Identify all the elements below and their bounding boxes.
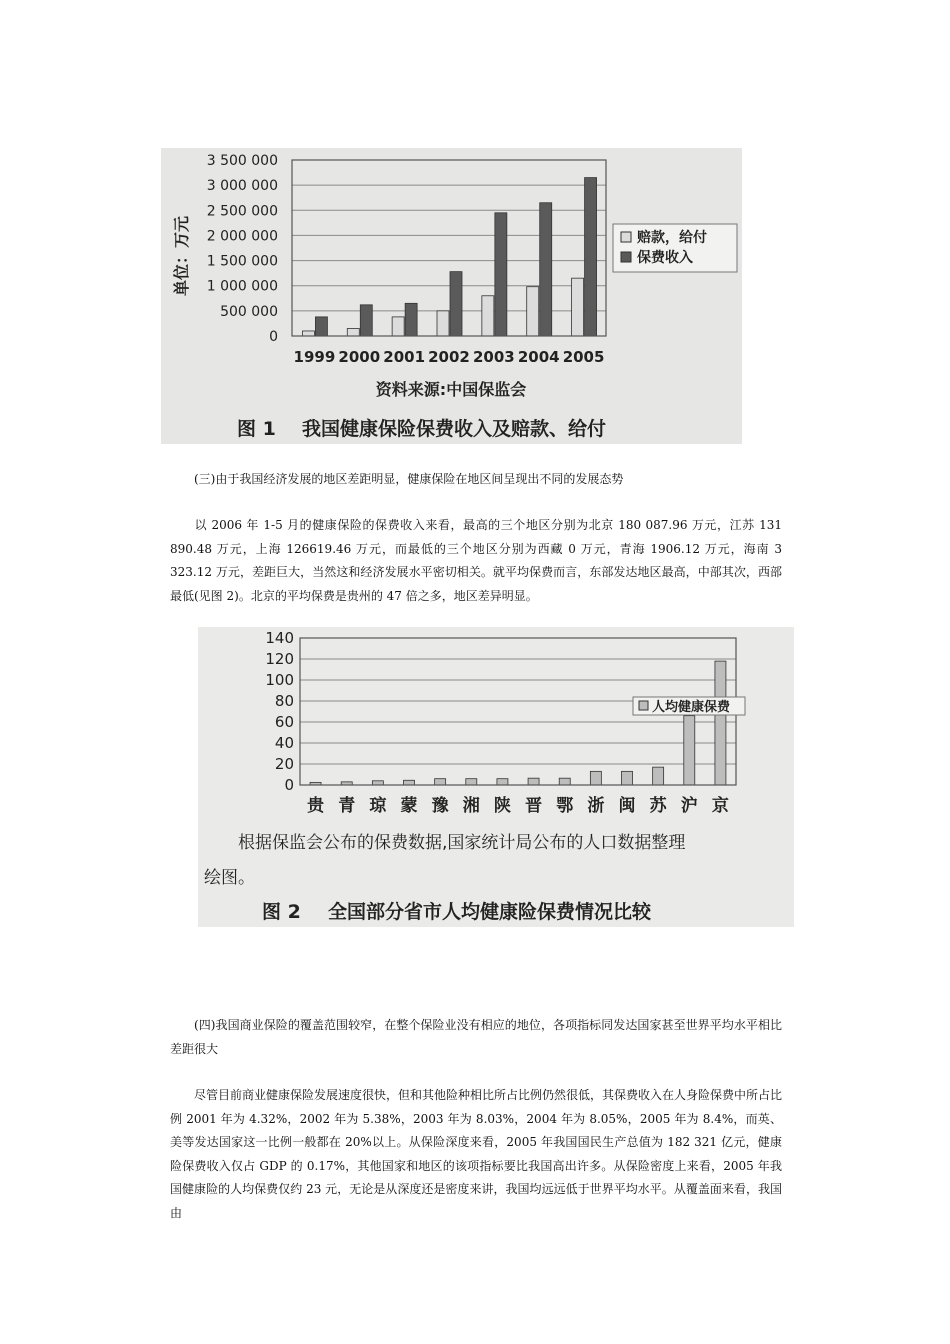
chart-1-ytick-label: 1 500 000 [206,253,278,270]
chart-1-bar-claims [572,278,584,336]
chart-1-legend [613,224,737,272]
chart-2-xtick-label: 蒙 [400,796,418,816]
figure-1 [161,148,742,444]
chart-1-bar-premium [450,272,462,336]
chart-2-xtick-label: 豫 [431,796,449,816]
chart-1-xtick-label: 2000 [338,348,381,366]
chart-1-ytick-label: 3 500 000 [206,153,278,169]
chart-2-xtick-label: 琼 [369,796,387,816]
chart-1-bar-premium [360,305,372,336]
chart-1 [161,148,742,444]
paragraph-1-text: 以 2006 年 1-5 月的健康保险的保费收入来看，最高的三个地区分别为北京 180 087.96 万元，江苏 131 890.48 万元，上海 126619.46 万元，而最低的三个地区分别为西藏 0 万元，青海 1906.12 万元，海南 3 323.12 万元，差距巨大，当然这和经济发展水平密切相关。就平均保费而言，东部发达地区最高，中部其次，西部最低(见图 2)。北京的平均保费是贵州的 47 倍之多，地区差异明显。 [170,518,782,603]
chart-1-bar-premium [315,317,327,336]
chart-2-ytick-label: 20 [274,755,294,773]
chart-2-bar [559,778,570,785]
chart-1-ytick-label: 2 500 000 [206,203,278,220]
chart-1-ytick-label: 500 000 [220,303,278,320]
chart-1-xtick-label: 1999 [293,348,336,366]
chart-2-xtick-label: 鄂 [556,796,574,816]
chart-1-bar-premium [540,203,552,336]
chart-1-xtick-label: 2001 [383,348,426,366]
chart-2-bar [590,771,601,785]
chart-1-bar-claims [392,317,404,336]
chart-1-bar-claims [437,311,449,336]
chart-2-bar [372,781,383,785]
legend-label-per-capita: 人均健康保费 [652,700,731,715]
chart-2-note-line-1: 根据保监会公布的保费数据,国家统计局公布的人口数据整理 [238,833,686,853]
chart-1-xtick-label: 2005 [562,348,605,366]
chart-1-bar-claims [302,331,314,336]
chart-2-bar [715,661,726,785]
section-4-heading [170,1014,782,1061]
chart-2 [198,627,794,927]
chart-1-source: 资料来源:中国保监会 [375,380,527,399]
chart-2-ytick-label: 60 [274,713,294,731]
figure-1-number: 图 1 [237,418,276,440]
figure-2 [198,627,794,927]
chart-1-ytick-label: 2 000 000 [206,228,278,245]
chart-2-ytick-label: 100 [265,671,294,689]
chart-1-xtick-label: 2003 [472,348,515,366]
chart-2-note-line-2: 绘图。 [204,868,255,888]
chart-1-bar-claims [527,287,539,336]
chart-2-bar [497,779,508,785]
chart-2-ytick-label: 120 [265,650,294,668]
chart-2-xtick-label: 京 [711,796,729,816]
chart-2-xtick-label: 青 [338,796,356,816]
chart-1-xtick-label: 2002 [428,348,470,366]
figure-2-caption: 全国部分省市人均健康险保费情况比较 [328,901,652,923]
chart-2-bar [404,780,415,785]
chart-1-ylabel: 单位：万元 [172,215,191,297]
legend-swatch-premium [621,252,631,262]
figure-1-caption: 我国健康保险保费收入及赔款、给付 [302,418,607,440]
chart-2-bar [528,778,539,785]
chart-2-bar [684,716,695,785]
chart-1-ytick-label: 0 [269,329,278,345]
chart-2-xtick-label: 贵 [307,796,325,816]
paragraph-2 [170,1084,782,1225]
chart-2-xtick-label: 湘 [462,796,480,816]
chart-2-xtick-label: 晋 [525,796,543,816]
chart-2-ytick-label: 80 [274,692,294,710]
paragraph-2-text: 尽管目前商业健康保险发展速度很快，但和其他险种相比所占比例仍然很低，其保费收入在人身险保费中所占比例 2001 年为 4.32%，2002 年为 5.38%，2003 年为 8.03%，2004 年为 8.05%，2005 年为 8.4%，而英、美等发达国家这一比例一般都在 20%以上。从保险深度来看，2005 年我国国民生产总值为 182 321 亿元，健康险保费收入仅占 GDP 的 0.17%，其他国家和地区的该项指标要比我国高出许多。从保险密度上来看，2005 年我国健康险的人均保费仅约 23 元，无论是从深度还是密度来讲，我国均远远低于世界平均水平。从覆盖面来看，我国由 [170,1088,783,1220]
chart-1-bar-premium [495,213,507,336]
chart-1-ytick-label: 3 000 000 [206,178,278,195]
chart-2-ytick-label: 140 [265,629,294,647]
legend-swatch-per-capita [639,701,648,710]
chart-1-bar-claims [347,328,359,336]
chart-2-xtick-label: 苏 [649,796,667,816]
chart-2-xtick-label: 闽 [618,796,636,816]
chart-1-xtick-label: 2004 [517,348,560,366]
figure-2-number: 图 2 [262,901,301,923]
chart-2-xtick-label: 陕 [493,796,511,816]
paragraph-1 [170,514,782,608]
section-3-heading [170,468,782,492]
legend-swatch-claims [621,232,631,242]
chart-2-xtick-label: 沪 [680,796,698,816]
chart-1-bar-premium [405,303,417,336]
chart-2-bar [435,779,446,785]
chart-1-ytick-label: 1 000 000 [206,278,278,295]
section-4-heading-text: (四)我国商业保险的覆盖范围较窄，在整个保险业没有相应的地位，各项指标同发达国家甚至世界平均水平相比差距很大 [170,1018,782,1056]
chart-2-bar [622,771,633,785]
chart-1-bar-premium [585,178,597,336]
legend-label-premium: 保费收入 [637,250,693,266]
section-3-heading-text: (三)由于我国经济发展的地区差距明显，健康保险在地区间呈现出不同的发展态势 [194,472,624,486]
chart-1-plot-frame [292,160,606,336]
chart-2-ytick-label: 0 [284,776,294,794]
chart-2-legend [633,697,745,715]
legend-label-claims: 赔款，给付 [637,230,707,246]
chart-2-bar [653,767,664,785]
chart-2-bar [466,779,477,785]
chart-1-bar-claims [482,296,494,336]
chart-2-ytick-label: 40 [274,734,294,752]
chart-2-xtick-label: 浙 [587,796,605,816]
